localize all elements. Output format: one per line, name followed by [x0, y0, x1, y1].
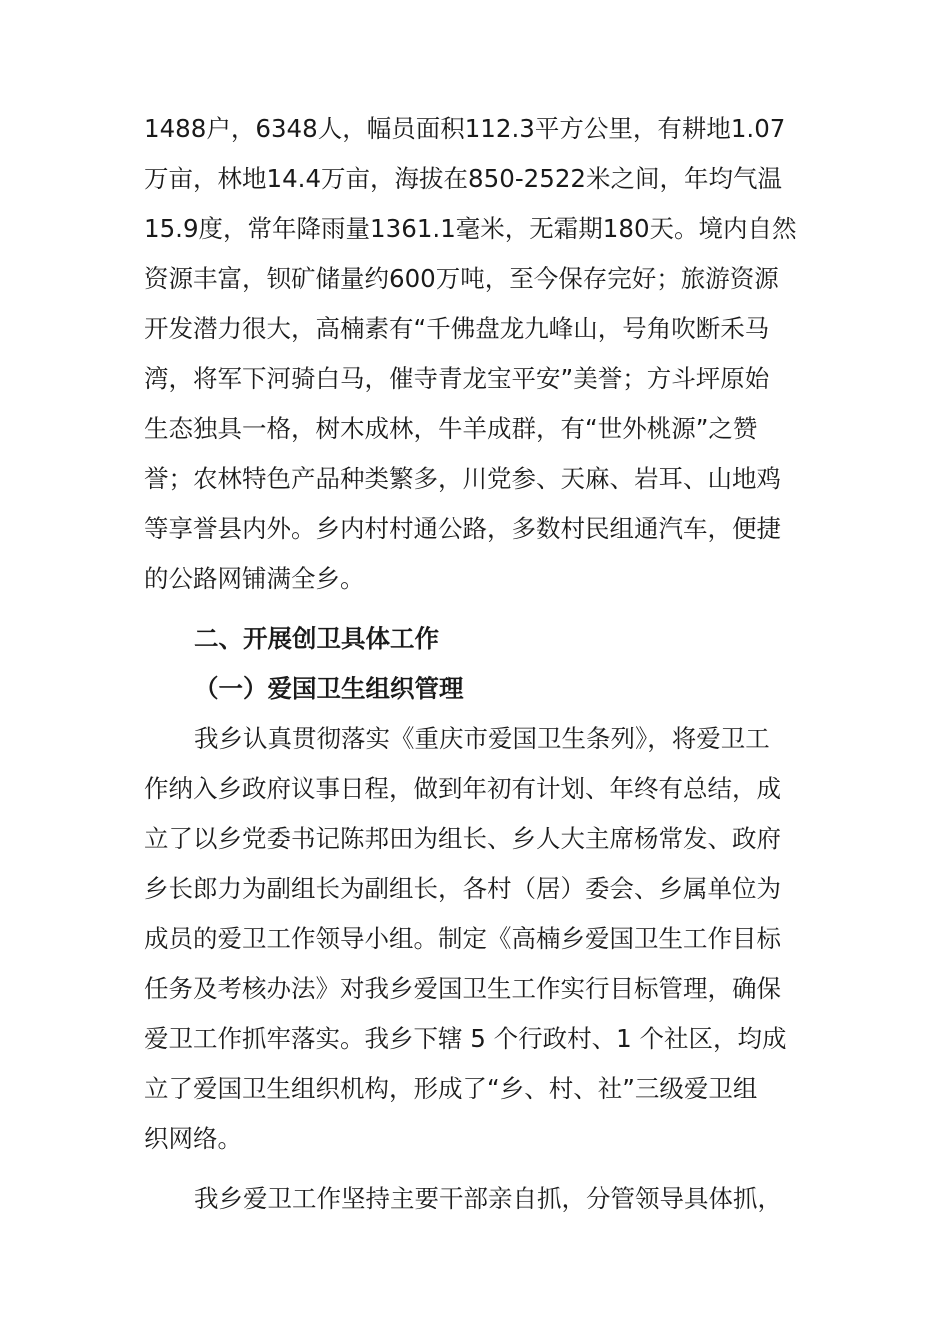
text-line: 15.9度，常年降雨量1361.1毫米，无霜期180天。境内自然: [144, 214, 797, 243]
text-line: 生态独具一格，树木成林，牛羊成群，有“世外桃源”之赞: [144, 414, 758, 443]
paragraph-leadership: [144, 1174, 808, 1224]
text-line: 湾，将军下河骑白马，催寺青龙宝平安”美誉；方斗坪原始: [144, 364, 770, 393]
text-line: 开发潜力很大，高楠素有“千佛盘龙九峰山，号角吹断禾马: [144, 314, 770, 343]
text-line: 乡长郎力为副组长为副组长，各村（居）委会、乡属单位为: [144, 874, 781, 903]
text-line: 作纳入乡政府议事日程，做到年初有计划、年终有总结，成: [144, 774, 781, 803]
text-line: 任务及考核办法》对我乡爱国卫生工作实行目标管理，确保: [144, 974, 781, 1003]
paragraph-spacer: [144, 604, 808, 614]
text-line: 资源丰富，钡矿储量约600万吨，至今保存完好；旅游资源: [144, 264, 779, 293]
text-line: 织网络。: [144, 1124, 242, 1153]
text-line: 万亩，林地14.4万亩，海拔在850-2522米之间，年均气温: [144, 164, 783, 193]
text-line: 的公路网铺满全乡。: [144, 564, 365, 593]
subsection-heading: （一）爱国卫生组织管理: [194, 674, 464, 703]
paragraph-org-management: [144, 714, 808, 1164]
section-heading: 二、开展创卫具体工作: [194, 624, 439, 653]
text-line: 立了爱国卫生组织机构，形成了“乡、村、社”三级爱卫组: [144, 1074, 758, 1103]
text-line: 等享誉县内外。乡内村村通公路，多数村民组通汽车，便捷: [144, 514, 781, 543]
document-body: [144, 104, 808, 1224]
text-line: 誉；农林特色产品种类繁多，川党参、天麻、岩耳、山地鸡: [144, 464, 781, 493]
text-line: 1488户，6348人，幅员面积112.3平方公里，有耕地1.07: [144, 114, 786, 143]
paragraph-overview: [144, 104, 808, 604]
text-line: 爱卫工作抓牢落实。我乡下辖 5 个行政村、1 个社区，均成: [144, 1024, 787, 1053]
paragraph-spacer: [144, 1164, 808, 1174]
text-line: 我乡认真贯彻落实《重庆市爱国卫生条列》，将爱卫工: [194, 724, 770, 753]
text-line: 我乡爱卫工作坚持主要干部亲自抓，分管领导具体抓，: [194, 1184, 782, 1213]
text-line: 成员的爱卫工作领导小组。制定《高楠乡爱国卫生工作目标: [144, 924, 781, 953]
text-line: 立了以乡党委书记陈邦田为组长、乡人大主席杨常发、政府: [144, 824, 781, 853]
